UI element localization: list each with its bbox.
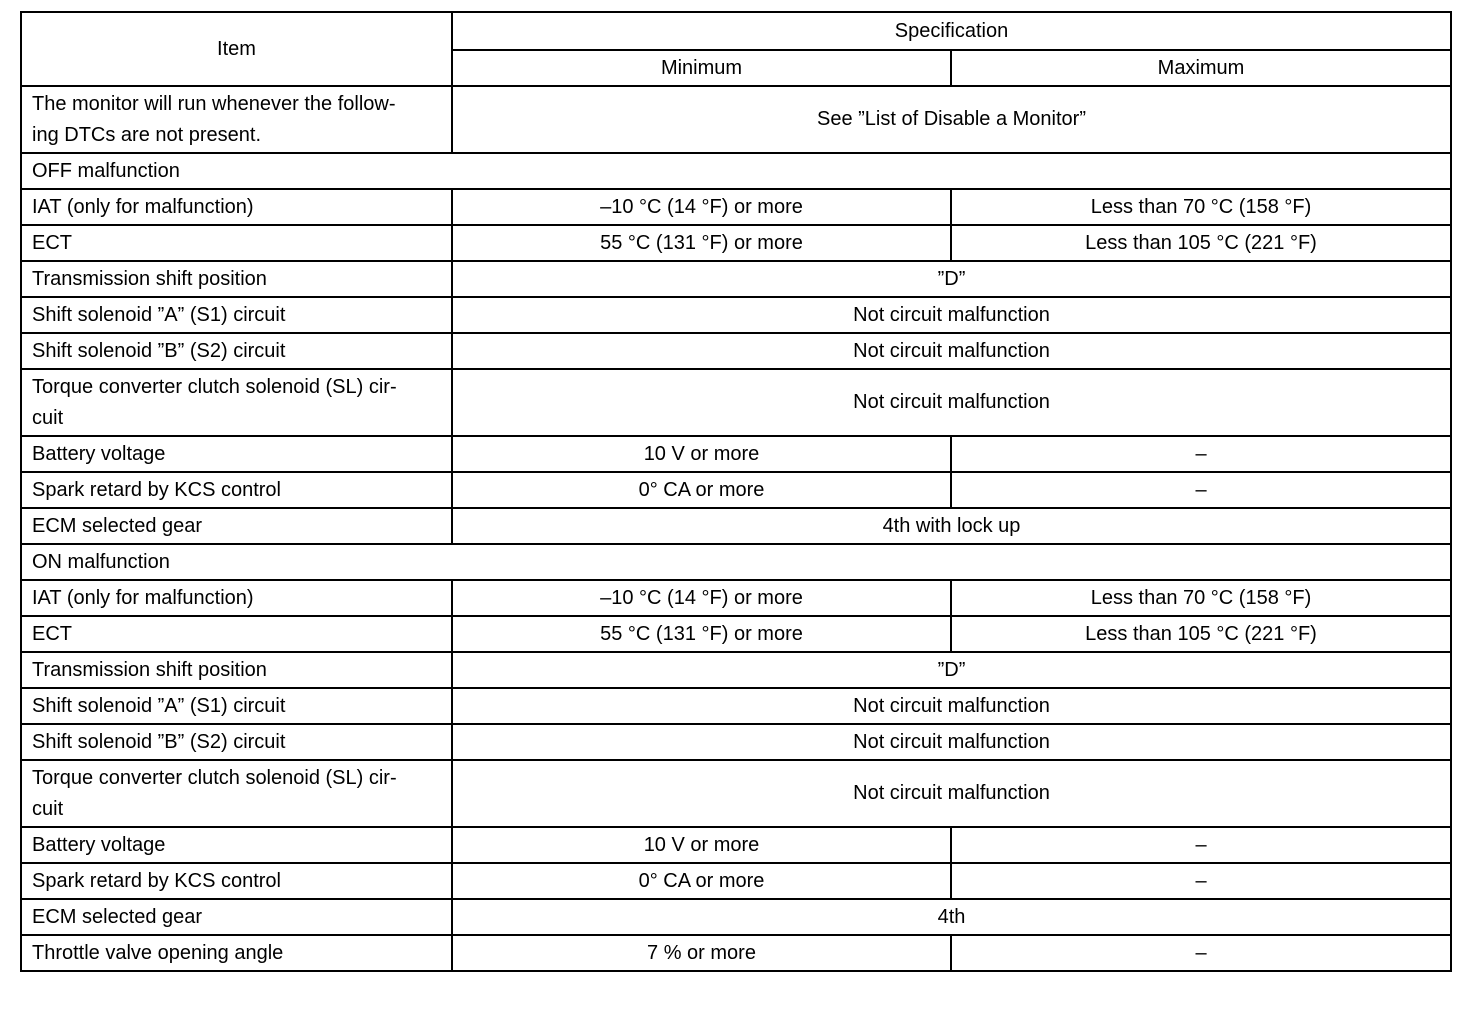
row-item: Battery voltage bbox=[21, 827, 452, 863]
table-row bbox=[21, 616, 1451, 652]
header-specification: Specification bbox=[452, 12, 1451, 50]
row-item: Shift solenoid ”A” (S1) circuit bbox=[21, 688, 452, 724]
row-min: –10 °C (14 °F) or more bbox=[452, 189, 951, 225]
row-min: 10 V or more bbox=[452, 827, 951, 863]
row-min: 10 V or more bbox=[452, 436, 951, 472]
table-row bbox=[21, 863, 1451, 899]
table-row bbox=[21, 724, 1451, 760]
row-min: 0° CA or more bbox=[452, 472, 951, 508]
row-item: ECT bbox=[21, 616, 452, 652]
specification-table bbox=[20, 11, 1452, 972]
section-row bbox=[21, 544, 1451, 580]
row-spec: 4th bbox=[452, 899, 1451, 935]
row-item: Transmission shift position bbox=[21, 261, 452, 297]
header-maximum: Maximum bbox=[951, 50, 1451, 86]
row-item: ECM selected gear bbox=[21, 508, 452, 544]
row-item: Battery voltage bbox=[21, 436, 452, 472]
section-title: ON malfunction bbox=[21, 544, 1451, 580]
table-row bbox=[21, 580, 1451, 616]
row-item: IAT (only for malfunction) bbox=[21, 580, 452, 616]
row-item: Throttle valve opening angle bbox=[21, 935, 452, 971]
header-item: Item bbox=[21, 12, 452, 86]
row-min: 55 °C (131 °F) or more bbox=[452, 225, 951, 261]
row-max: Less than 105 °C (221 °F) bbox=[951, 225, 1451, 261]
table-row bbox=[21, 899, 1451, 935]
row-item: Shift solenoid ”B” (S2) circuit bbox=[21, 333, 452, 369]
row-item: Spark retard by KCS control bbox=[21, 863, 452, 899]
table-row bbox=[21, 760, 1451, 827]
row-spec: ”D” bbox=[452, 652, 1451, 688]
row-max: Less than 70 °C (158 °F) bbox=[951, 189, 1451, 225]
table-row bbox=[21, 652, 1451, 688]
row-min: 55 °C (131 °F) or more bbox=[452, 616, 951, 652]
row-spec: Not circuit malfunction bbox=[452, 369, 1451, 436]
header-row bbox=[21, 12, 1451, 50]
row-spec: Not circuit malfunction bbox=[452, 297, 1451, 333]
row-item-line: cuit bbox=[32, 797, 64, 820]
row-item: Shift solenoid ”B” (S2) circuit bbox=[21, 724, 452, 760]
row-spec: ”D” bbox=[452, 261, 1451, 297]
row-spec: 4th with lock up bbox=[452, 508, 1451, 544]
row-item-line: Torque converter clutch solenoid (SL) cir- bbox=[32, 375, 397, 398]
row-item: Transmission shift position bbox=[21, 652, 452, 688]
row-spec: Not circuit malfunction bbox=[452, 333, 1451, 369]
row-spec: See ”List of Disable a Monitor” bbox=[452, 86, 1451, 153]
row-max: – bbox=[951, 436, 1451, 472]
table-row bbox=[21, 86, 1451, 153]
row-item bbox=[21, 760, 452, 827]
row-max: – bbox=[951, 935, 1451, 971]
row-item-line: ing DTCs are not present. bbox=[32, 123, 261, 146]
row-item bbox=[21, 86, 452, 153]
row-item: Spark retard by KCS control bbox=[21, 472, 452, 508]
section-row bbox=[21, 153, 1451, 189]
table-row bbox=[21, 225, 1451, 261]
table-row bbox=[21, 261, 1451, 297]
table-row bbox=[21, 688, 1451, 724]
table-row bbox=[21, 508, 1451, 544]
row-max: – bbox=[951, 863, 1451, 899]
row-max: – bbox=[951, 472, 1451, 508]
section-title: OFF malfunction bbox=[21, 153, 1451, 189]
table-row bbox=[21, 189, 1451, 225]
table-row bbox=[21, 297, 1451, 333]
table-row bbox=[21, 333, 1451, 369]
header-minimum: Minimum bbox=[452, 50, 951, 86]
table-row bbox=[21, 935, 1451, 971]
row-max: – bbox=[951, 827, 1451, 863]
table-row bbox=[21, 369, 1451, 436]
row-item-line: Torque converter clutch solenoid (SL) cir- bbox=[32, 766, 397, 789]
row-item: Shift solenoid ”A” (S1) circuit bbox=[21, 297, 452, 333]
table-row bbox=[21, 472, 1451, 508]
row-item-line: The monitor will run whenever the follow- bbox=[32, 92, 396, 115]
row-max: Less than 70 °C (158 °F) bbox=[951, 580, 1451, 616]
row-min: 7 % or more bbox=[452, 935, 951, 971]
row-item: ECT bbox=[21, 225, 452, 261]
row-min: –10 °C (14 °F) or more bbox=[452, 580, 951, 616]
row-item-line: cuit bbox=[32, 406, 64, 429]
row-item: IAT (only for malfunction) bbox=[21, 189, 452, 225]
row-spec: Not circuit malfunction bbox=[452, 724, 1451, 760]
table-row bbox=[21, 827, 1451, 863]
row-spec: Not circuit malfunction bbox=[452, 688, 1451, 724]
row-min: 0° CA or more bbox=[452, 863, 951, 899]
row-max: Less than 105 °C (221 °F) bbox=[951, 616, 1451, 652]
row-item bbox=[21, 369, 452, 436]
row-spec: Not circuit malfunction bbox=[452, 760, 1451, 827]
row-item: ECM selected gear bbox=[21, 899, 452, 935]
table-row bbox=[21, 436, 1451, 472]
